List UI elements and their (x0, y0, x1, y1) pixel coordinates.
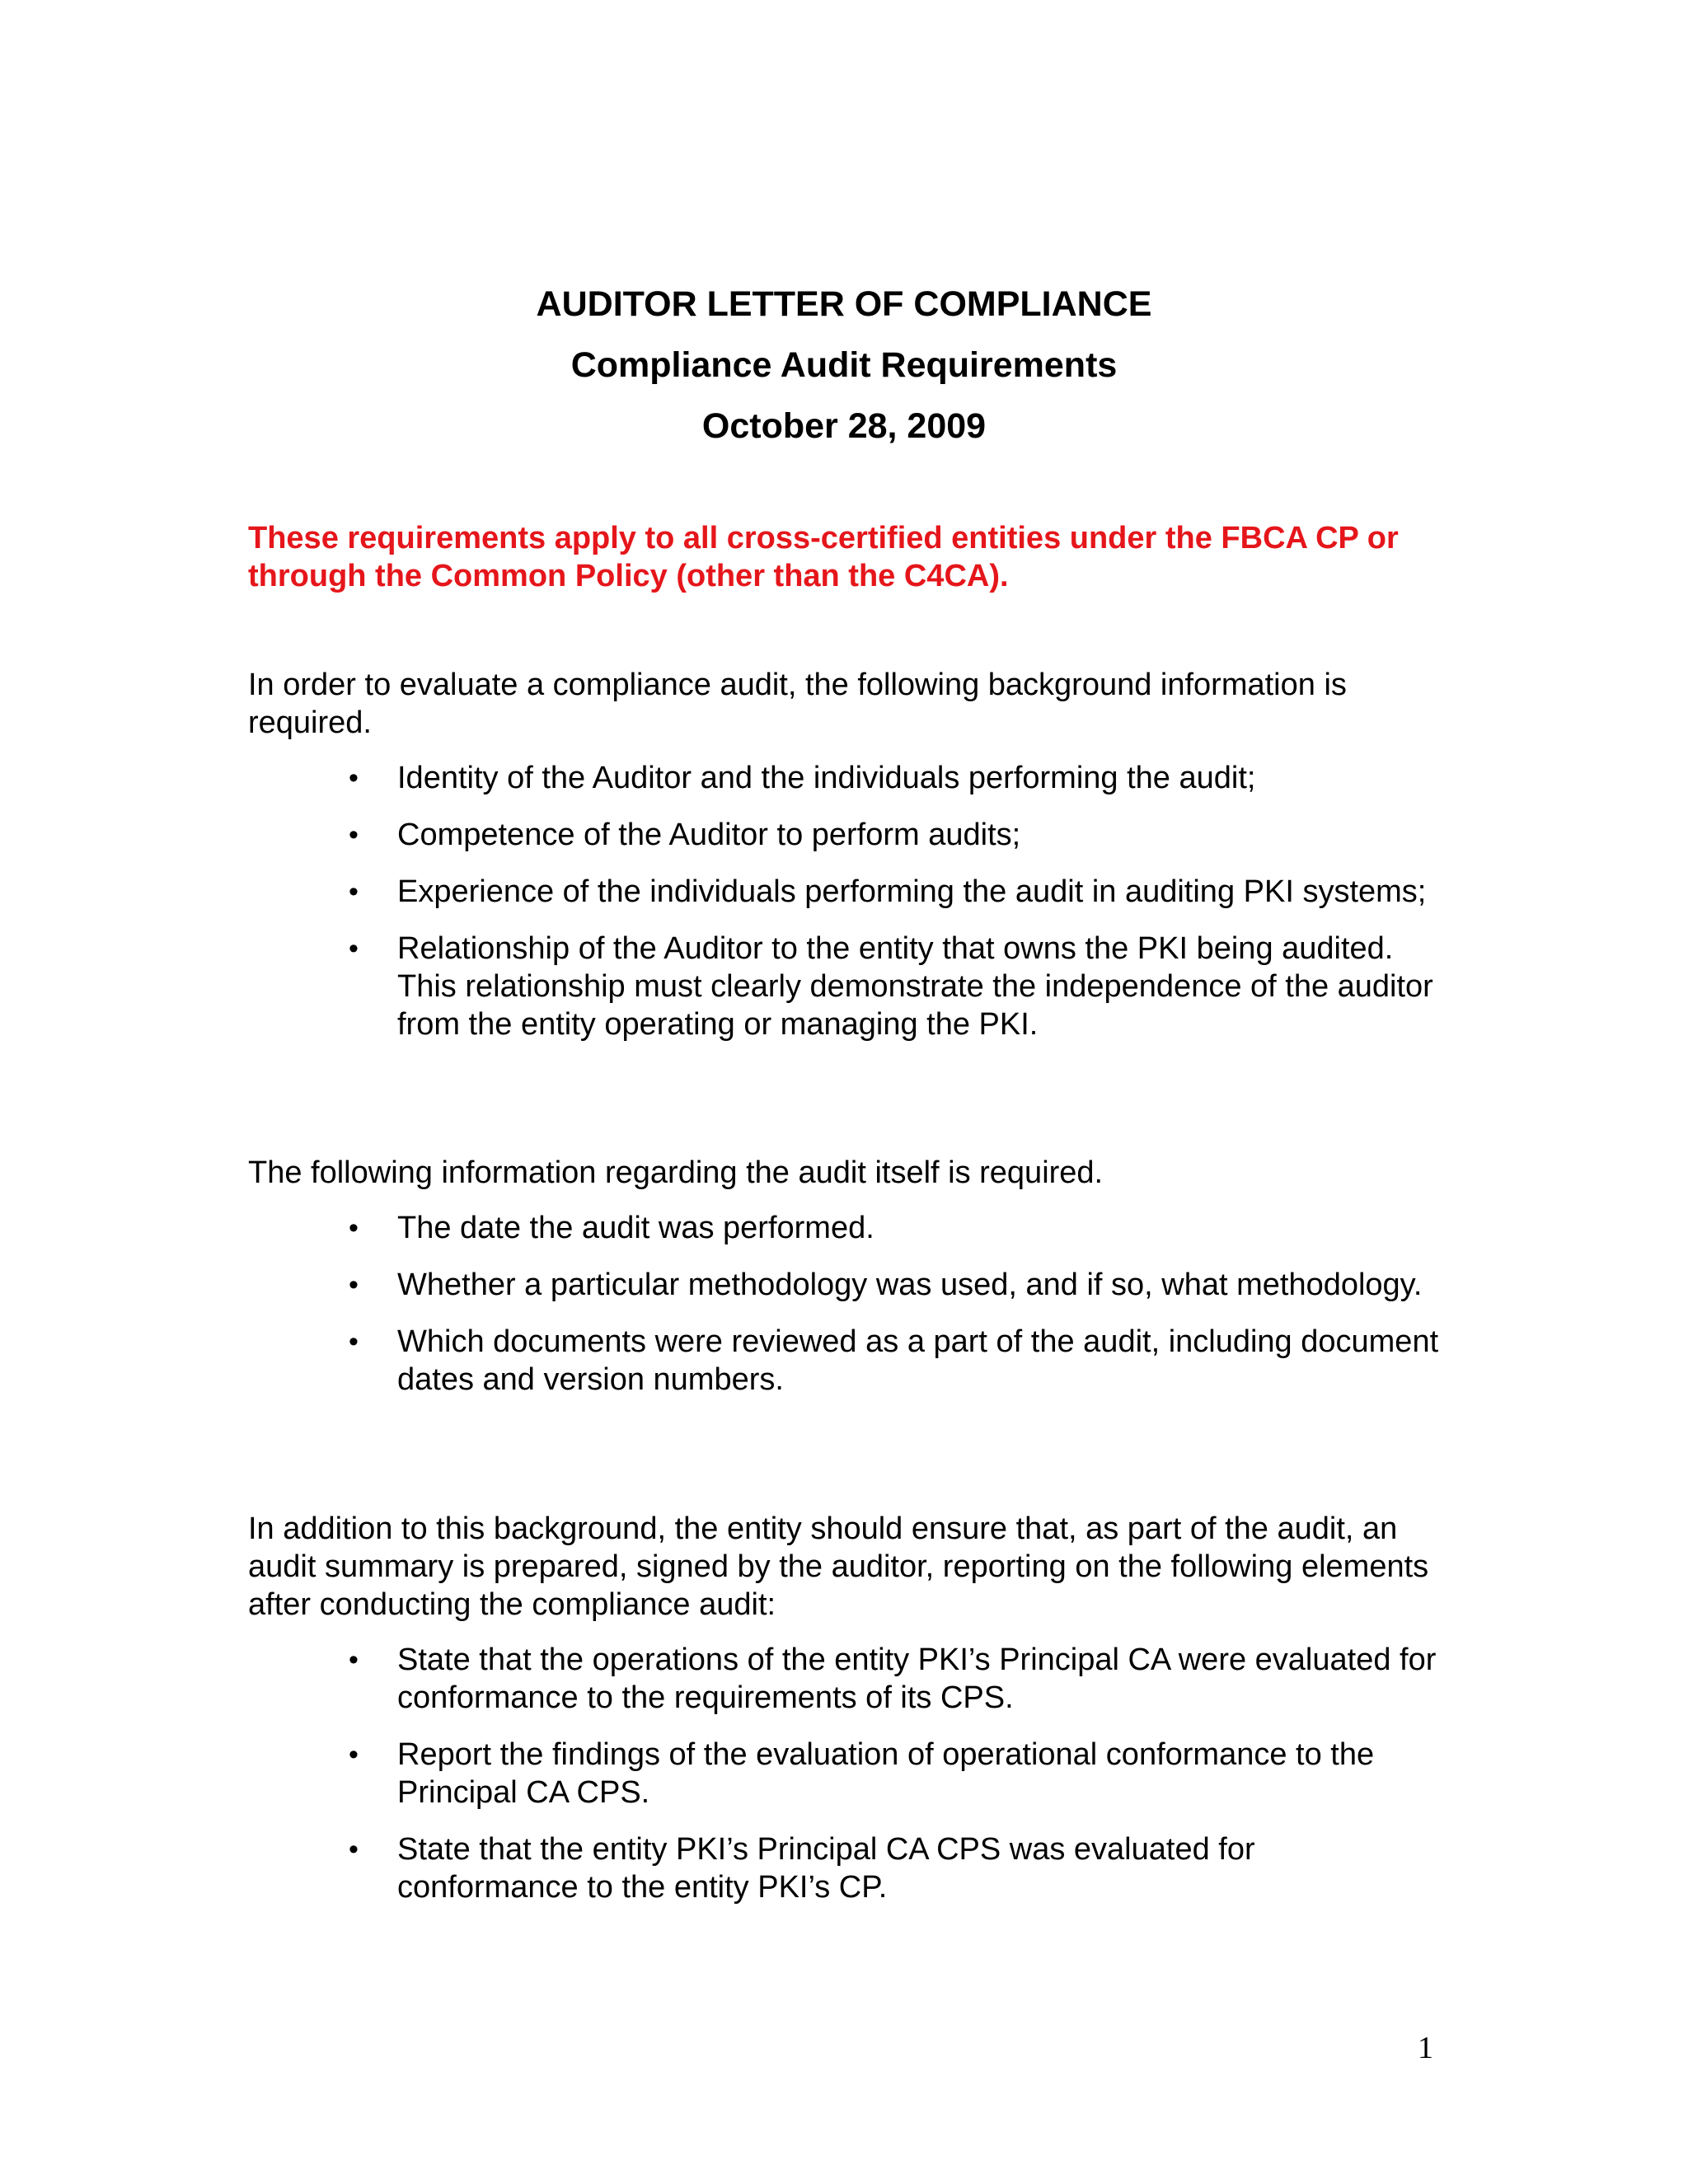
bullet-icon: • (349, 1644, 359, 1675)
bullet-icon: • (349, 1212, 359, 1244)
document-date: October 28, 2009 (701, 406, 987, 446)
document-subtitle: Compliance Audit Requirements (570, 345, 1118, 385)
list-item: • State that the entity PKI’s Principal CA CPS was evaluated for conformance to the entity PKI’s CP. (349, 1832, 1255, 1905)
list-item: • Identity of the Auditor and the individuals performing the audit; (349, 761, 1256, 795)
title-block (0, 274, 1688, 457)
background-information-section (248, 666, 1443, 1043)
applicability-notice: These requirements apply to all cross-certified entities under the FBCA CP or through the Common Policy (other than the C4CA). (248, 521, 1399, 593)
bullet-icon: • (349, 1269, 359, 1301)
audit-summary-elements-list (248, 1641, 1443, 1906)
bullet-icon: • (349, 933, 359, 964)
audit-information-section (248, 1154, 1443, 1399)
list-item: • Relationship of the Auditor to the entity that owns the PKI being audited. This relationship must clearly demonstrate the independence of the auditor from the entity operating or managing the PKI. (349, 931, 1433, 1042)
list-item: • Competence of the Auditor to perform audits; (349, 818, 1021, 852)
list-item: • Report the findings of the evaluation of operational conformance to the Principal CA CPS. (349, 1737, 1375, 1810)
audit-summary-section (248, 1510, 1443, 1906)
bullet-icon: • (349, 876, 359, 907)
document-title: AUDITOR LETTER OF COMPLIANCE (536, 284, 1152, 324)
bullet-icon: • (349, 1326, 359, 1357)
list-item: • State that the operations of the entity PKI’s Principal CA were evaluated for conformance to the requirements of its CPS. (349, 1643, 1437, 1715)
list-item: • Experience of the individuals performing the audit in auditing PKI systems; (349, 874, 1427, 909)
page-number: 1 (1418, 2031, 1433, 2065)
section-intro: In addition to this background, the entity should ensure that, as part of the audit, an audit summary is prepared, signed by the auditor, reporting on the following elements after conducting the compliance audit: (248, 1511, 1429, 1622)
background-requirements-list (248, 759, 1443, 1043)
section-intro: The following information regarding the audit itself is required. (248, 1155, 1104, 1190)
bullet-icon: • (349, 1834, 359, 1865)
list-item: • Which documents were reviewed as a part of the audit, including document dates and version numbers. (349, 1324, 1439, 1397)
list-item: • The date the audit was performed. (349, 1211, 874, 1245)
section-intro: In order to evaluate a compliance audit, the following background information is required. (248, 668, 1347, 740)
bullet-icon: • (349, 1739, 359, 1770)
bullet-icon: • (349, 762, 359, 794)
list-item: • Whether a particular methodology was used, and if so, what methodology. (349, 1268, 1423, 1302)
audit-requirements-list (248, 1209, 1443, 1399)
bullet-icon: • (349, 819, 359, 851)
